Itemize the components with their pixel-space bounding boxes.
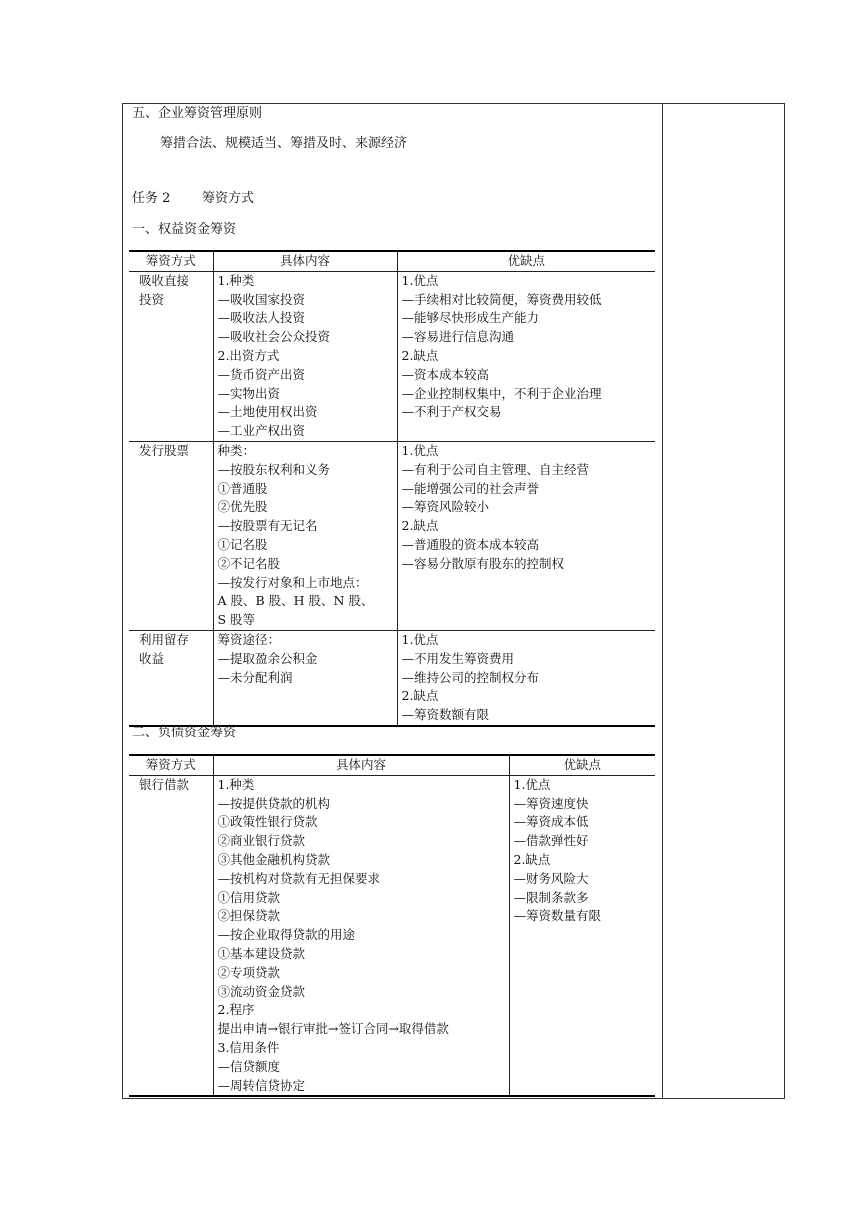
cell-text-line: —按股票有无记名	[217, 518, 318, 534]
cell-text-line: —吸收法人投资	[217, 310, 306, 326]
equity-heading: 一、权益资金筹资	[132, 222, 237, 237]
cell-text-line: —普通股的资本成本较高	[401, 536, 540, 552]
cell-text-line: 2.缺点	[401, 688, 439, 704]
cell-text-line: —未分配利润	[217, 669, 293, 685]
content-cell	[213, 271, 397, 441]
cell-text-line: —限制条款多	[513, 889, 589, 905]
cell-text-line: 投资	[139, 291, 165, 307]
cell-text-line: —筹资成本低	[513, 814, 589, 830]
cell-text-line: 1.种类	[217, 776, 255, 792]
pros-cons-cell	[397, 441, 655, 630]
cell-text-line: —能增强公司的社会声誉	[401, 480, 540, 496]
cell-text-line: 2.缺点	[401, 347, 439, 363]
cell-text-line: —货币资产出资	[217, 366, 306, 382]
pros-cons-cell	[397, 630, 655, 725]
cell-text-line: —容易进行信息沟通	[401, 329, 515, 345]
cell-text-line: ②商业银行贷款	[217, 833, 306, 849]
table-row	[129, 775, 655, 1096]
table-row	[129, 441, 655, 630]
cell-text-line: —按发行对象和上市地点：	[217, 574, 368, 590]
cell-text-line: —工业产权出资	[217, 423, 306, 439]
cell-text-line: 2.出资方式	[217, 347, 280, 363]
cell-text-line: 2.缺点	[401, 518, 439, 534]
cell-text-line: ③其他金融机构贷款	[217, 851, 331, 867]
pros-cons-cell	[397, 271, 655, 441]
content-cell	[213, 630, 397, 725]
cell-text-line: ②担保贷款	[217, 908, 281, 924]
content-cell	[213, 441, 397, 630]
cell-text-line: —土地使用权出资	[217, 404, 318, 420]
cell-text-line: A 股、B 股、H 股、N 股、	[217, 593, 374, 609]
section5-content: 筹措合法、规模适当、筹措及时、来源经济	[160, 136, 408, 151]
cell-text-line: —有利于公司自主管理、自主经营	[401, 461, 590, 477]
cell-text-line: 发行股票	[139, 442, 190, 458]
cell-text-line: 2.缺点	[513, 851, 551, 867]
method-cell	[129, 630, 213, 725]
cell-text-line: ②优先股	[217, 499, 268, 515]
column-header: 优缺点	[509, 755, 655, 775]
debt-table	[129, 754, 655, 1097]
cell-text-line: —筹资数额有限	[401, 707, 490, 723]
column-header: 筹资方式	[129, 251, 213, 271]
cell-text-line: 收益	[139, 650, 165, 666]
cell-text-line: —容易分散原有股东的控制权	[401, 555, 565, 571]
column-header: 优缺点	[397, 251, 655, 271]
method-cell	[129, 271, 213, 441]
cell-text-line: —不用发生筹资费用	[401, 650, 515, 666]
cell-text-line: ①普通股	[217, 480, 268, 496]
cell-text-line: ①信用贷款	[217, 889, 281, 905]
cell-text-line: —按股东权利和义务	[217, 461, 331, 477]
column-header: 具体内容	[213, 755, 509, 775]
cell-text-line: —提取盈余公积金	[217, 650, 318, 666]
cell-text-line: 筹资途径：	[217, 631, 281, 647]
cell-text-line: 种类：	[217, 442, 256, 458]
cell-text-line: 1.优点	[513, 776, 551, 792]
cell-text-line: —筹资速度快	[513, 795, 589, 811]
cell-text-line: —筹资风险较小	[401, 499, 490, 515]
cell-text-line: —周转信贷协定	[217, 1077, 306, 1093]
table-row	[129, 271, 655, 441]
cell-text-line: —能够尽快形成生产能力	[401, 310, 540, 326]
cell-text-line: —资本成本较高	[401, 366, 490, 382]
equity-header-row	[129, 251, 655, 271]
equity-table	[129, 250, 655, 727]
side-column-divider	[662, 103, 663, 1099]
cell-text-line: 1.优点	[401, 272, 439, 288]
cell-text-line: 1.种类	[217, 272, 255, 288]
cell-text-line: —信贷额度	[217, 1058, 281, 1074]
cell-text-line: —吸收国家投资	[217, 291, 306, 307]
method-cell	[129, 775, 213, 1096]
cell-text-line: —吸收社会公众投资	[217, 329, 331, 345]
cell-text-line: 2.程序	[217, 1002, 255, 1018]
cell-text-line: ①记名股	[217, 536, 268, 552]
cell-text-line: ②不记名股	[217, 555, 281, 571]
column-header: 具体内容	[213, 251, 397, 271]
debt-header-row	[129, 755, 655, 775]
cell-text-line: —按企业取得贷款的用途	[217, 927, 356, 943]
cell-text-line: —实物出资	[217, 385, 281, 401]
cell-text-line: 利用留存	[139, 631, 190, 647]
cell-text-line: ②专项贷款	[217, 964, 281, 980]
column-header: 筹资方式	[129, 755, 213, 775]
cell-text-line: ①基本建设贷款	[217, 945, 306, 961]
section5-heading: 五、企业筹资管理原则	[132, 106, 263, 121]
task2-title: 筹资方式	[202, 191, 255, 206]
cell-text-line: 吸收直接	[139, 272, 190, 288]
table-row	[129, 630, 655, 725]
task2-label: 任务 2	[132, 191, 171, 206]
cell-text-line: —维持公司的控制权分布	[401, 669, 540, 685]
cell-text-line: —按提供贷款的机构	[217, 795, 331, 811]
debt-heading: 二、负债资金筹资	[132, 725, 237, 740]
cell-text-line: —手续相对比较简便，筹资费用较低	[401, 291, 602, 307]
cell-text-line: 3.信用条件	[217, 1039, 280, 1055]
cell-text-line: 提出申请→银行审批→签订合同→取得借款	[217, 1021, 449, 1037]
cell-text-line: ①政策性银行贷款	[217, 814, 318, 830]
cell-text-line: —财务风险大	[513, 870, 589, 886]
cell-text-line: —企业控制权集中，不利于企业治理	[401, 385, 602, 401]
cell-text-line: —不利于产权交易	[401, 404, 502, 420]
pros-cons-cell	[509, 775, 655, 1096]
cell-text-line: ③流动资金贷款	[217, 983, 306, 999]
content-cell	[213, 775, 509, 1096]
cell-text-line: —借款弹性好	[513, 833, 589, 849]
cell-text-line: 1.优点	[401, 442, 439, 458]
cell-text-line: S 股等	[217, 612, 256, 628]
cell-text-line: —筹资数量有限	[513, 908, 602, 924]
cell-text-line: —按机构对贷款有无担保要求	[217, 870, 381, 886]
cell-text-line: 银行借款	[139, 776, 190, 792]
cell-text-line: 1.优点	[401, 631, 439, 647]
method-cell	[129, 441, 213, 630]
